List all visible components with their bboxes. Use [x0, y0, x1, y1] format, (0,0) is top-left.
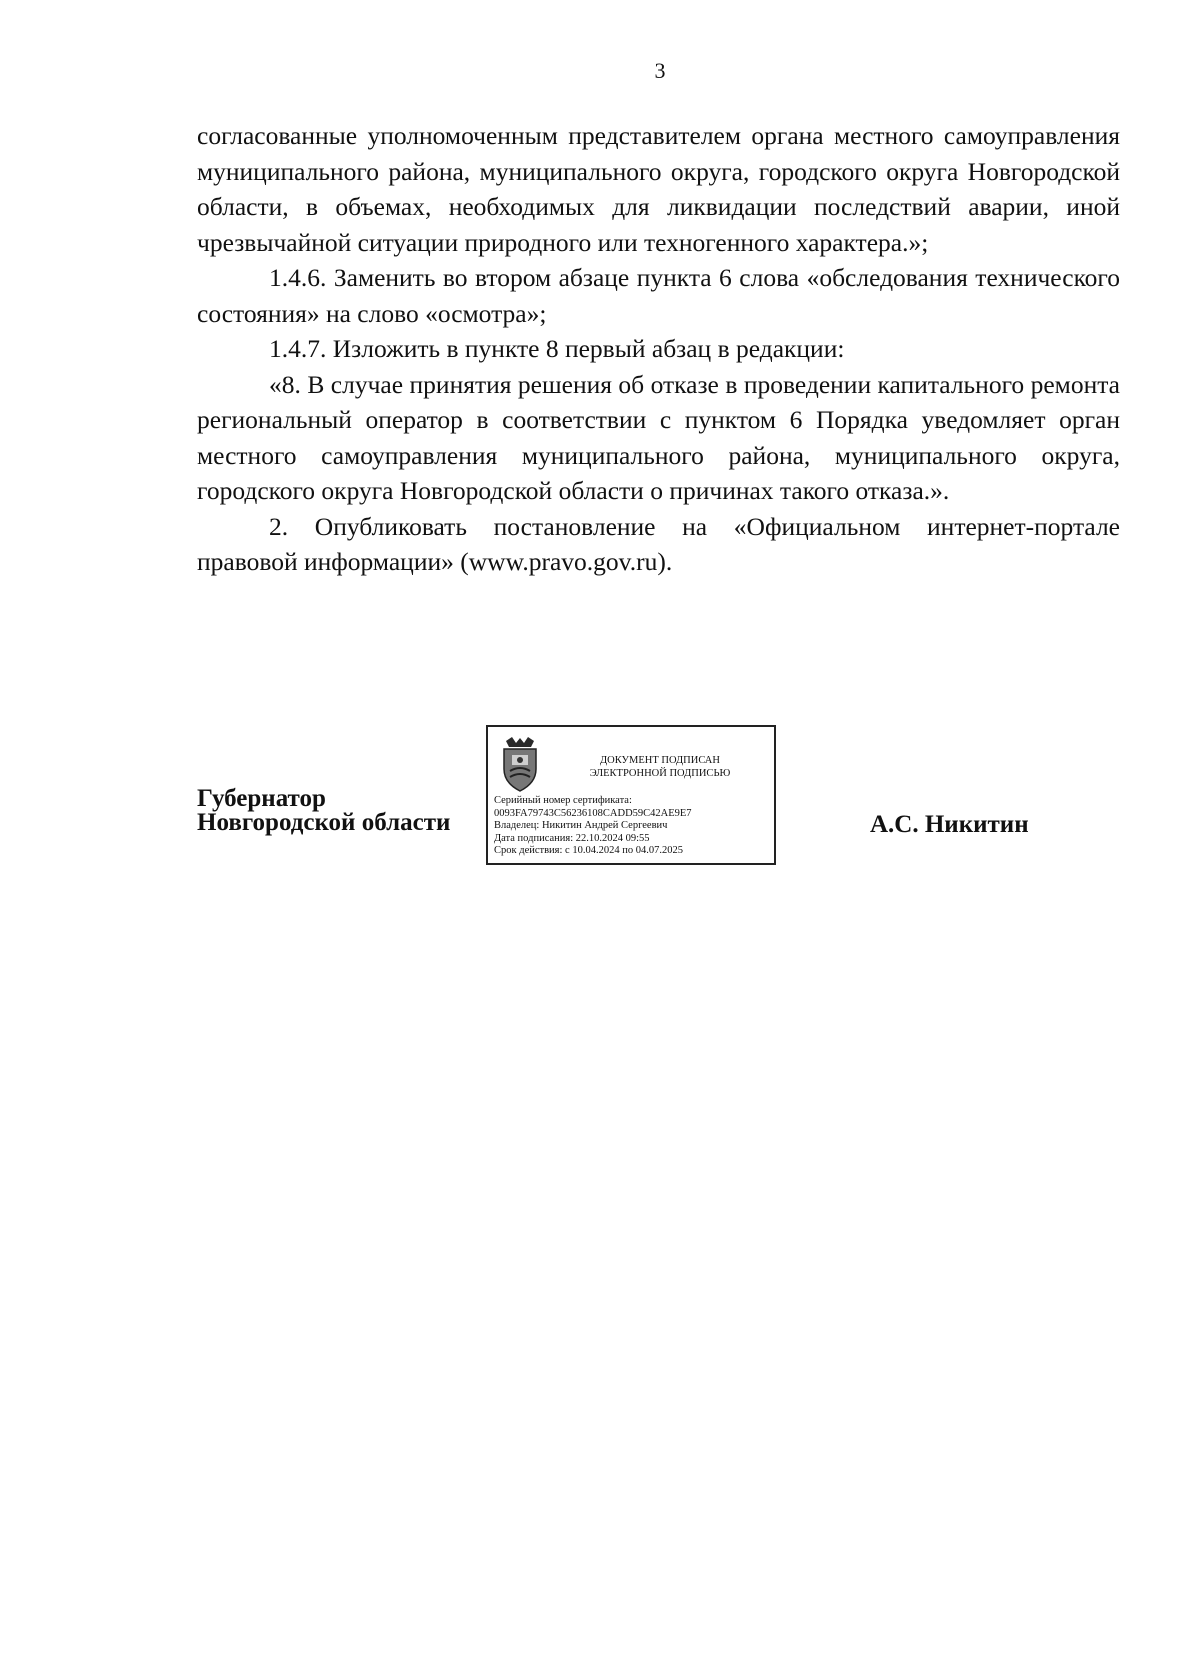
certificate-owner: Владелец: Никитин Андрей Сергеевич: [494, 820, 668, 831]
signer-position-line: Губернатор: [197, 785, 326, 812]
certificate-validity: Срок действия: с 10.04.2024 по 04.07.2025: [494, 845, 683, 856]
signature-block: [0, 725, 1200, 875]
document-body: [197, 118, 1120, 580]
signing-date: Дата подписания: 22.10.2024 09:55: [494, 832, 650, 844]
stamp-heading-line: ДОКУМЕНТ ПОДПИСАН: [600, 755, 720, 766]
stamp-details: [494, 795, 772, 858]
signer-position: [197, 787, 450, 835]
certificate-number: 0093FA79743C56236108CADD59C42AE9E7: [494, 807, 692, 819]
signer-name: А.С. Никитин: [870, 811, 1029, 838]
coat-of-arms-icon: [498, 735, 542, 795]
paragraph: 1.4.7. Изложить в пункте 8 первый абзац в редакции:: [269, 334, 845, 363]
paragraph: согласованные уполномоченным представителем органа местного самоуправления муниципального района, муниципального округа, городского округа Новгородской области, в объемах, необходимых для ликвидации последствий аварии, иной чрезвычайной ситуации природного или техногенного характера.»;: [197, 121, 1120, 257]
electronic-signature-stamp: [486, 725, 776, 865]
signer-position-line: Новгородской области: [197, 809, 451, 836]
certificate-label: Серийный номер сертификата:: [494, 795, 632, 806]
paragraph: «8. В случае принятия решения об отказе в проведении капитального ремонта региональный оператор в соответствии с пунктом 6 Порядка уведомляет орган местного самоуправления муниципального района, муниципального округа, городского округа Новгородской области о причинах такого отказа.».: [197, 369, 1120, 505]
paragraph: 2. Опубликовать постановление на «Официальном интернет-портале правовой информации» (www.pravo.gov.ru).: [197, 511, 1120, 576]
paragraph: 1.4.6. Заменить во втором абзаце пункта 6 слова «обследования технического состояния» на слово «осмотра»;: [197, 263, 1120, 328]
page-number: 3: [654, 58, 666, 83]
stamp-heading-line: ЭЛЕКТРОННОЙ ПОДПИСЬЮ: [589, 767, 731, 779]
stamp-heading: [550, 755, 770, 780]
